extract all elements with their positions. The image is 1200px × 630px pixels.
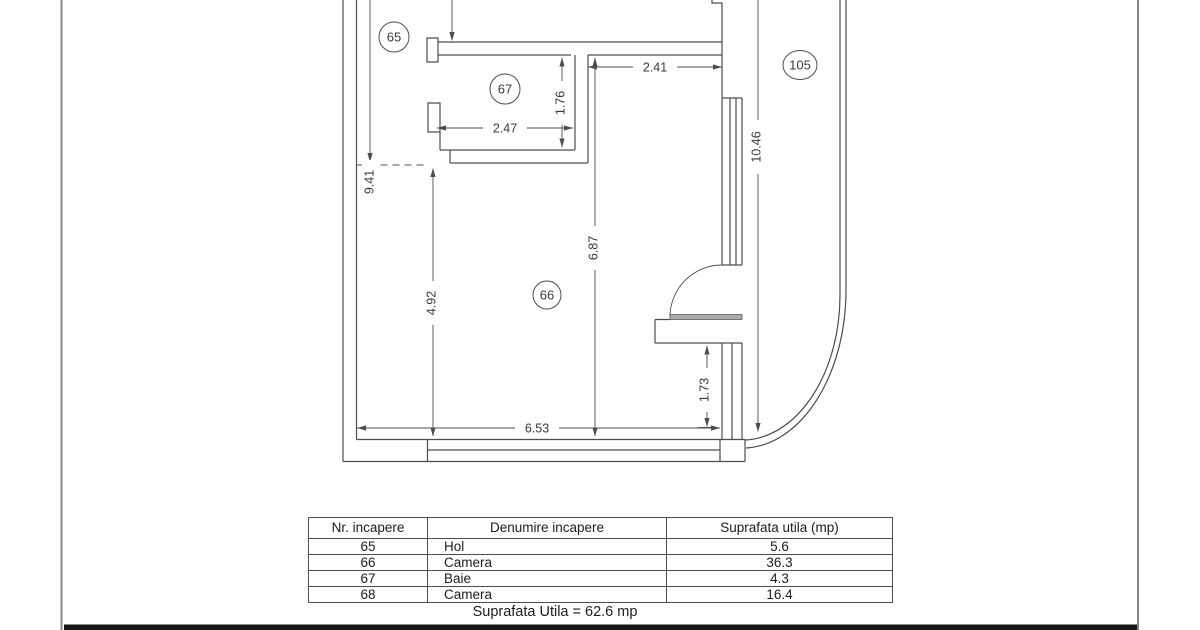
room-label-67	[490, 74, 520, 104]
table-cell: 65	[309, 539, 428, 555]
dimension-labels-vertical	[362, 81, 764, 412]
table-cell: Baie	[428, 571, 667, 587]
header-denumire-incapere: Denumire incapere	[428, 518, 667, 539]
dimension-6-53: 6.53	[524, 421, 550, 436]
table-row	[309, 571, 893, 587]
door-leaf	[670, 315, 742, 320]
table-cell: 5.6	[667, 539, 893, 555]
dimension-10-46: 10.46	[749, 131, 764, 163]
room-label-65	[379, 22, 409, 52]
curved-wall-inner	[745, 295, 840, 440]
svg-text:67: 67	[497, 81, 513, 97]
svg-text:65: 65	[386, 29, 402, 45]
sheet-footer-bar	[64, 625, 1137, 630]
dimension-9-41: 9.41	[362, 169, 377, 195]
header-nr-incapere: Nr. incapere	[309, 518, 428, 539]
table-cell: Hol	[428, 539, 667, 555]
door-swing-arc	[670, 265, 722, 317]
table-cell: Camera	[428, 555, 667, 571]
room-label-66	[533, 281, 561, 309]
table-cell: Camera	[428, 587, 667, 603]
table-row	[309, 555, 893, 571]
dimension-2-47: 2.47	[492, 121, 518, 136]
room-label-105	[783, 51, 817, 80]
svg-text:66: 66	[539, 287, 555, 303]
svg-text:105: 105	[789, 57, 811, 73]
table-cell: 67	[309, 571, 428, 587]
table-cell: 66	[309, 555, 428, 571]
curved-wall-outer	[746, 290, 846, 448]
total-area-text: Suprafata Utila = 62.6 mp	[472, 604, 638, 620]
table-row	[309, 587, 893, 603]
table-cell: 36.3	[667, 555, 893, 571]
header-suprafata-utila: Suprafata utila (mp)	[667, 518, 893, 539]
table-cell: 16.4	[667, 587, 893, 603]
dimension-labels-horizontal	[483, 60, 677, 436]
dimension-4-92: 4.92	[424, 290, 439, 316]
dimension-1-73: 1.73	[697, 377, 712, 403]
rooms-table-body	[309, 539, 893, 603]
table-header-row	[309, 518, 893, 539]
dimension-1-76: 1.76	[553, 90, 568, 116]
dimension-6-87: 6.87	[586, 235, 601, 261]
table-row	[309, 539, 893, 555]
table-cell: 4.3	[667, 571, 893, 587]
table-cell: 68	[309, 587, 428, 603]
room-schedule-table	[308, 517, 893, 603]
dimension-2-41: 2.41	[642, 60, 668, 75]
